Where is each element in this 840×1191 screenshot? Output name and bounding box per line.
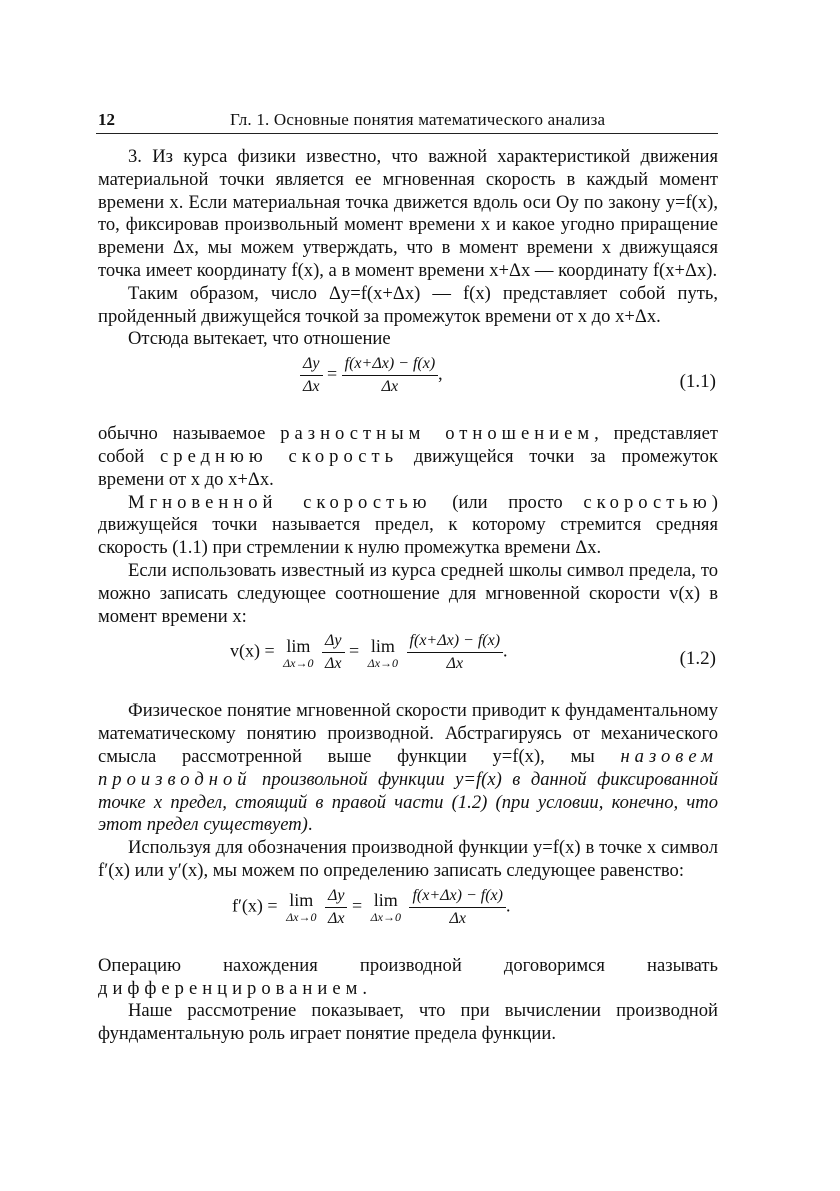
eq1-lhs-fraction [300,355,323,396]
paragraph-differentiation: Операцию нахождения производной договоримся называть дифференцированием. [98,954,718,999]
definition-italic: произвольной функции y=f(x) в данной фиксированной точке x предел, стоящий в правой части (1.2) (при условии, конечно, что этот предел существует) [98,768,718,836]
eq1-lhs-numerator: Δy [300,355,323,376]
page-number: 12 [98,110,115,129]
running-header [98,110,718,132]
equation-number-1-1: (1.1) [679,371,716,393]
eq1-equals: = [327,363,338,384]
eq2-lhs: v(x) = [230,640,275,661]
paragraph-ratio-intro: Отсюда вытекает, что отношение [128,328,391,350]
term-instant-speed: Мгновенной скоростью [128,491,432,513]
page-body [98,146,718,1046]
paragraph-path-difference: Таким образом, число Δy=f(x+Δx) — f(x) представляет собой путь, пройденный движущейся точкой за промежуток времени от x до x+Δx. [98,282,718,327]
eq2-limit: lim Δx→0 [283,635,314,670]
term-difference-ratio: разностным отношением [280,423,595,445]
term-speed: скоростью [583,491,712,513]
eq3-end: . [505,895,511,916]
paragraph-limit-symbol: Если использовать известный из курса средней школы символ предела, то можно записать следующее соотношение для мгновенной скорости v(x) в момент времени x: [98,559,718,627]
term-differentiation: дифференцированием [98,977,363,999]
paragraph-conclusion: Наше рассмотрение показывает, что при вычислении производной фундаментальную роль играет понятие предела функции. [98,1000,718,1045]
eq3-lhs: f′(x) = [232,895,278,916]
eq1-rhs-fraction [342,355,439,396]
equation-number-1-2: (1.2) [679,648,716,670]
eq3-fraction-1: $\frac{\Delta y}{\Delta x}$ [325,887,348,928]
paragraph-derivative-definition: Физическое понятие мгновенной скорости приводит к фундаментальному математическому понятию производной. Абстрагируясь от механического смысла рассмотренной выше функции y=f(x), мы назовем производной произвольной функции y=f(x) в данной фиксированной точке x предел, стоящий в правой части (1.2) (при условии, конечно, что этот предел существует). [98,700,718,836]
eq2-fraction-2: $\frac{f(x+\Delta x) - f(x)}{\Delta x}$ [407,632,504,673]
header-rule [96,133,718,134]
eq3-fraction-2: $\frac{f(x+\Delta x) - f(x)}{\Delta x}$ [409,887,506,928]
term-average-speed: среднюю скорость [160,445,399,467]
equation-1-1 [98,355,718,417]
eq2-equals: = [349,640,360,661]
paragraph-difference-ratio: обычно называемое разностным отношением, представляет собой среднюю скорость движущейся точки за промежуток времени от x до x+Δx. [98,423,719,490]
term-we-call: назовем [620,745,718,767]
term-derivative: производной [98,768,252,790]
paragraph-notation: Используя для обозначения производной функции y=f(x) в точке x символ f′(x) или y′(x), мы можем по определению записать следующее равенство: [98,837,718,881]
paragraph-instant-speed: Мгновенной скоростью (или просто скоростью) движущейся точки называется предел, к которому стремится средняя скорость (1.1) при стремлении к нулю промежутка времени Δx. [98,491,718,559]
eq1-end: , [438,363,443,384]
eq2-limit-2: lim Δx→0 [367,635,399,670]
equation-derivative [98,887,718,949]
eq1-rhs-denominator: Δx [381,378,399,396]
eq1-rhs-numerator: f(x+Δx) − f(x) [342,355,439,376]
eq2-fraction-1: $\frac{\Delta y}{\Delta x}$ [322,632,345,673]
chapter-title: Гл. 1. Основные понятия математического анализа [230,110,606,129]
eq3-equals: = [351,895,363,916]
eq1-lhs-denominator: Δx [303,378,320,396]
eq3-limit-2: lim Δx→0 [370,890,401,925]
equation-1-2 [98,632,718,694]
paragraph-physics-intro: 3. Из курса физики известно, что важной характеристикой движения материальной точки является ее мгновенная скорость в каждый момент времени x. Если материальная точка движется вдоль оси Oy по закону y=f(x), то, фиксировав произвольный момент времени x и какое угодно приращение времени Δx, мы можем утверждать, что в момент времени x движущаяся точка имеет координату f(x), а в момент времени x+Δx — координату f(x+Δx). [98,146,718,281]
eq2-end: . [503,640,508,661]
eq3-limit: lim Δx→0 [286,890,317,925]
